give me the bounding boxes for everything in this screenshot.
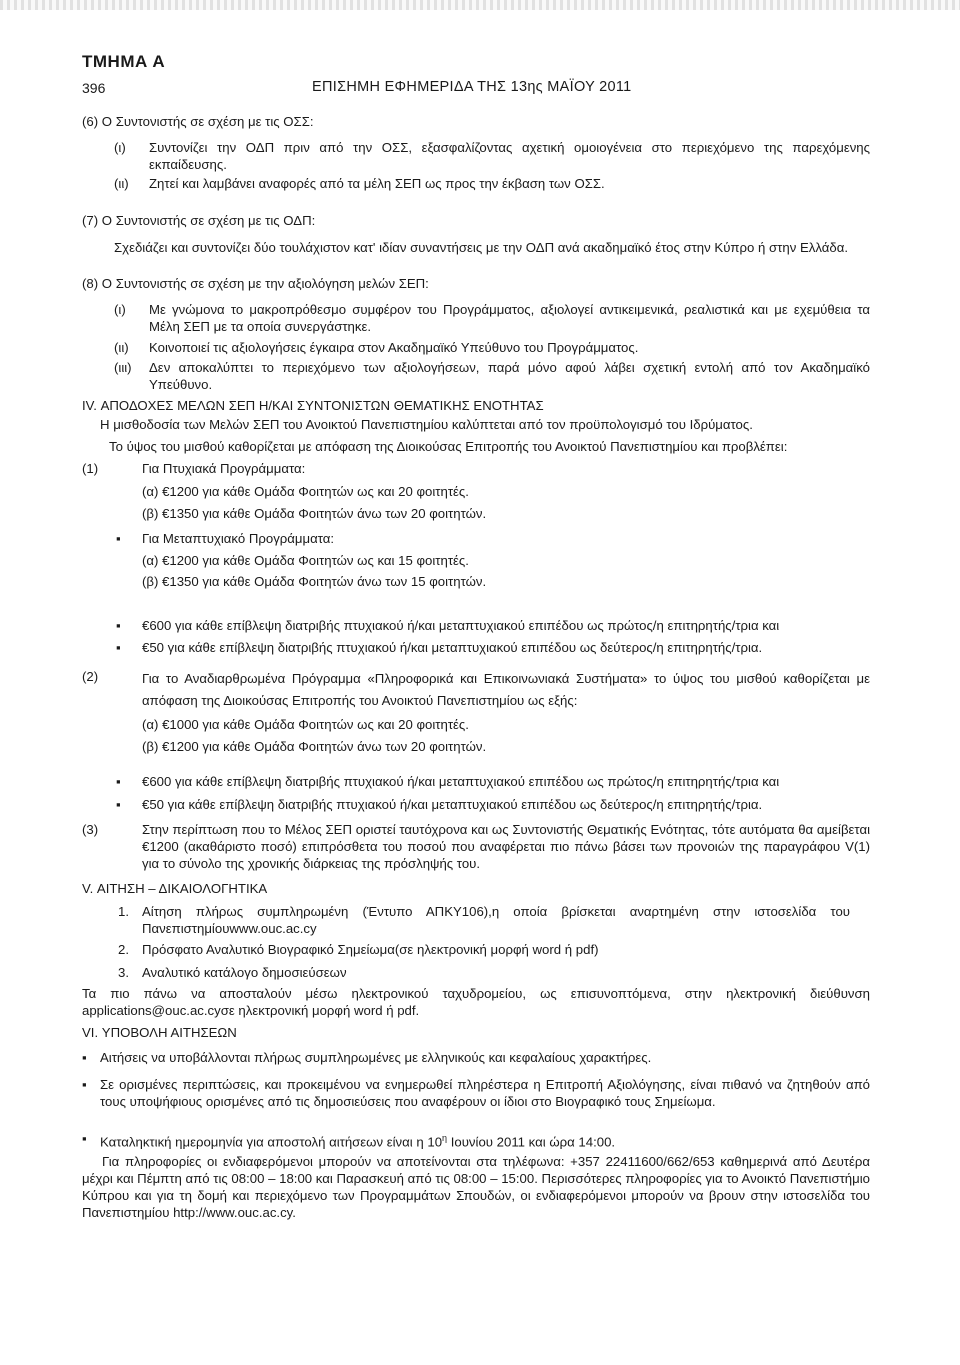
s8-iii-num: (ιιι) (114, 360, 132, 375)
s4-p1-a: (α) €1200 για κάθε Ομάδα Φοιτητών ως και 20 φοιτητές. (142, 484, 469, 499)
s4-intro2: Το ύψος του μισθού καθορίζεται με απόφαση της Διοικούσας Επιτροπής του Ανοικτού Πανεπιστημίου και προβλέπει: (109, 439, 788, 454)
s8-i-text: Με γνώμονα το μακροπρόθεσμο συμφέρον του Προγράμματος, αξιολογεί αντικειμενικά, ρεαλιστικά και με εχεμύθεια τα Μέλη ΣΕΠ με τα οποία συνεργάστηκε. (149, 302, 870, 334)
bullet-icon: ▪ (82, 1077, 87, 1092)
s4-p1-b: (β) €1350 για κάθε Ομάδα Φοιτητών άνω των 20 φοιτητών. (142, 506, 487, 521)
journal-title: ΕΠΙΣΗΜΗ ΕΦΗΜΕΡΙΔΑ ΤΗΣ 13ης ΜΑΪΟΥ 2011 (312, 79, 632, 95)
s4-b2: €50 για κάθε επίβλεψη διατριβής πτυχιακού ή/και μεταπτυχιακού επιπέδου ως δεύτερος/η επιτηρητής/τρια. (142, 640, 763, 655)
s4-p1-num: (1) (82, 461, 99, 476)
s6b-info: Για πληροφορίες οι ενδιαφερόμενοι μπορούν να αποτείνονται στα τηλέφωνα: +357 22411600/662/653 καθημερινά από Δευτέρα μέχρι και Πέμπτη από τις 08:00 – 18:00 και Παρασκευή από τις 08:00 – 15:00. Περισσότερες πληροφορίες για το Ανοικτό Πανεπιστήμιο Κύπρου και για τη δομή και περιεχόμενο των Προγραμμάτων Σπουδών, οι ενδιαφερόμενοι μπορούν να βρουν στην ιστοσελίδα του Πανεπιστημίου http://www.ouc.ac.cy. (82, 1154, 870, 1220)
bullet-icon: ▪ (82, 1050, 87, 1065)
s6-ii-text: Ζητεί και λαμβάνει αναφορές από τα μέλη ΣΕΠ ως προς την έκβαση των ΟΣΣ. (149, 176, 605, 191)
s5-i3: Αναλυτικό κατάλογο δημοσιεύσεων (142, 965, 347, 980)
s6-title: (6) Ο Συντονιστής σε σχέση με τις ΟΣΣ: (82, 114, 314, 129)
s4-p3-text: Στην περίπτωση που το Μέλος ΣΕΠ οριστεί ταυτόχρονα και ως Συντονιστής Θεματικής Ενότητας, τότε αυτόματα θα αμείβεται €1200 (ακαθάριστο ποσό) επιπρόσθετα του ποσού που αναφέρεται πιο πάνω βάσει των προνοιών της παραγράφου V(1) για το σύνολο της χρονικής διάρκειας της πρόσληψής του. (142, 822, 870, 871)
s8-title: (8) Ο Συντονιστής σε σχέση με την αξιολόγηση μελών ΣΕΠ: (82, 276, 429, 291)
s7-title: (7) Ο Συντονιστής σε σχέση με τις ΟΔΠ: (82, 213, 316, 228)
s4-title: IV. ΑΠΟΔΟΧΕΣ ΜΕΛΩΝ ΣΕΠ Η/ΚΑΙ ΣΥΝΤΟΝΙΣΤΩΝ ΘΕΜΑΤΙΚΗΣ ΕΝΟΤΗΤΑΣ (82, 398, 544, 413)
s5-n2: 2. (118, 942, 129, 957)
bullet-icon: ▪ (116, 618, 121, 633)
s5-closing: Τα πιο πάνω να αποσταλούν μέσω ηλεκτρονικού ταχυδρομείου, ως επισυνοπτόμενα, στην ηλεκτρονική διεύθυνση applications@ouc.ac.cyσε ηλεκτρονική μορφή word ή pdf. (82, 986, 870, 1018)
s8-ii-text: Κοινοποιεί τις αξιολογήσεις έγκαιρα στον Ακαδημαϊκό Υπεύθυνο του Προγράμματος. (149, 340, 639, 355)
s6-i-text: Συντονίζει την ΟΔΠ πριν από την ΟΣΣ, εξασφαλίζοντας αχετική ομοιογένεια στο περιεχόμενο της παρεχόμενης εκπαίδευσης. (149, 140, 870, 172)
bullet-icon: ▪ (116, 640, 121, 655)
s4-b4: €50 για κάθε επίβλεψη διατριβής πτυχιακού ή/και μεταπτυχιακού επιπέδου ως δεύτερος/η επιτηρητής/τρια. (142, 797, 763, 812)
s4-p2-a: (α) €1000 για κάθε Ομάδα Φοιτητών ως και 20 φοιτητές. (142, 717, 469, 732)
scan-border (0, 0, 960, 10)
s6b-b3: Καταληκτική ημερομηνία για αποστολή αιτήσεων είναι η $10^\eta$ Ιουνίου 2011 και ώρα 14:00. (100, 1133, 616, 1150)
bullet-icon: ▪ (116, 797, 121, 812)
s6-i-num: (ι) (114, 140, 126, 155)
page-number: 396 (82, 80, 106, 96)
s6b-b1: Αιτήσεις να υποβάλλονται πλήρως συμπληρωμένες με ελληνικούς και κεφαλαίους χαρακτήρες. (100, 1050, 652, 1065)
s4-m-a: (α) €1200 για κάθε Ομάδα Φοιτητών ως και 15 φοιτητές. (142, 553, 469, 568)
s8-iii-text: Δεν αποκαλύπτει το περιεχόμενο των αξιολογήσεων, παρά μόνο αφού λάβει σχετική εντολή από τον Ακαδημαϊκό Υπεύθυνο. (149, 360, 870, 392)
s4-intro: Η μισθοδοσία των Μελών ΣΕΠ του Ανοικτού Πανεπιστημίου καλύπτεται από τον προϋπολογισμό του Ιδρύματος. (100, 417, 753, 432)
s4-m-title: Για Μεταπτυχιακό Προγράμματα: (142, 531, 335, 546)
s6b-b2: Σε ορισμένες περιπτώσεις, και προκειμένου να ενημερωθεί πληρέστερα η Επιτροπή Αξιολόγησης, είναι πιθανό να ζητηθούν από τους υποψήφιους ορισμένες από τις δημοσιεύσεις που αναφέρουν οι ίδιοι στο Βιογραφικό τους Σημείωμα. (100, 1077, 870, 1109)
s7-text: Σχεδιάζει και συντονίζει δύο τουλάχιστον κατ' ιδίαν συναντήσεις με την ΟΔΠ ανά ακαδημαϊκό έτος στην Κύπρο ή στην Ελλάδα. (114, 240, 848, 255)
s5-i1: Αίτηση πλήρως συμπληρωμένη (Έντυπο ΑΠΚΥ106),η οποία βρίσκεται αναρτημένη στην ιστοσελίδα του Πανεπιστημίουwww.ouc.ac.cy (142, 904, 850, 936)
s5-i2: Πρόσφατο Αναλυτικό Βιογραφικό Σημείωμα(σε ηλεκτρονική μορφή word ή pdf) (142, 942, 599, 957)
s8-i-num: (ι) (114, 302, 126, 317)
s4-b3: €600 για κάθε επίβλεψη διατριβής πτυχιακού ή/και μεταπτυχιακού επιπέδου ως πρώτος/η επιτηρητής/τρια και (142, 774, 780, 789)
s4-p3-num: (3) (82, 822, 99, 837)
s4-m-bullet: ▪ (116, 531, 121, 546)
bullet-icon: ▪ (82, 1131, 87, 1146)
s4-b1: €600 για κάθε επίβλεψη διατριβής πτυχιακού ή/και μεταπτυχιακού επιπέδου ως πρώτος/η επιτηρητής/τρια και (142, 618, 780, 633)
s6b-title: VI. ΥΠΟΒΟΛΗ ΑΙΤΗΣΕΩΝ (82, 1025, 237, 1040)
s4-m-b: (β) €1350 για κάθε Ομάδα Φοιτητών άνω των 15 φοιτητών. (142, 574, 487, 589)
s4-p2-text: Για το Αναδιαρθρωμένα Πρόγραμμα «Πληροφορικά και Επικοινωνιακά Συστήματα» το ύψος του μισθού καθορίζεται με απόφαση της Διοικούσας Επιτροπής του Ανοικτού Πανεπιστημίου ως εξής: (142, 671, 870, 708)
section-heading: ΤΜΗΜΑ Α (82, 52, 166, 71)
s4-p2-b: (β) €1200 για κάθε Ομάδα Φοιτητών άνω των 20 φοιτητών. (142, 739, 487, 754)
s6-ii-num: (ιι) (114, 176, 129, 191)
s5-title: V. ΑΙΤΗΣΗ – ΔΙΚΑΙΟΛΟΓΗΤΙΚΑ (82, 881, 268, 896)
bullet-icon: ▪ (116, 774, 121, 789)
s8-ii-num: (ιι) (114, 340, 129, 355)
s5-n3: 3. (118, 965, 129, 980)
s4-p2-num: (2) (82, 669, 99, 684)
s4-p1-title: Για Πτυχιακά Προγράμματα: (142, 461, 306, 476)
s5-n1: 1. (118, 904, 129, 919)
